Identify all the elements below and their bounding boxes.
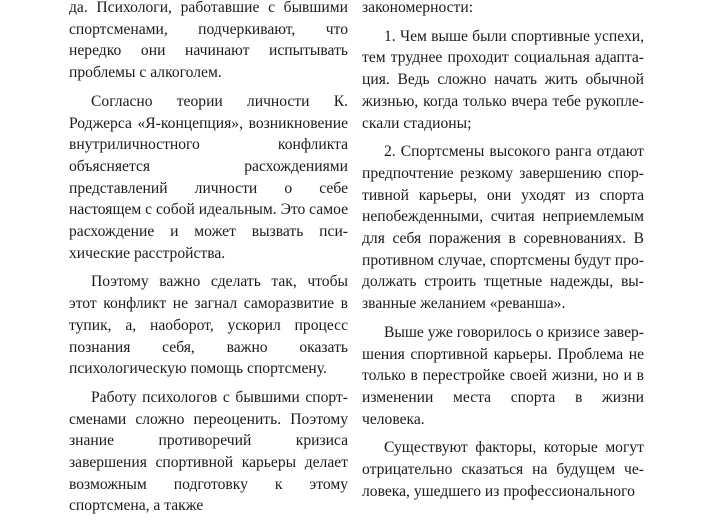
paragraph: Выше уже говорилось о кризисе завершения спортивной карьеры. Проблема не только в перестройке своей жизни, но и в изменении места спорта в жизни человека. (362, 323, 644, 428)
paragraph: Поэтому важно сделать так, чтобы этот конфликт не загнал саморазвитие в тупик, а, наоборот, ускорил процесс познания себя, важно оказать психологическую помощь спортсмену. (69, 273, 348, 378)
paragraph: Работу психологов с бывшими спортсменами сложно переоценить. Поэтому знание противоречий кризиса завершения спортивной карьеры делает возможным подготовку к этому спортсмена, а также (69, 388, 348, 515)
paragraph: закономерности: (362, 0, 474, 16)
paragraph: 1. Чем выше были спортивные успехи, тем труднее проходит социальная адаптация. Ведь сложно начать жить обычной жизнью, когда только вчера тебе рукоплескали стадионы; (362, 27, 644, 132)
left-text-column (69, 0, 348, 524)
right-text-column (362, 0, 644, 509)
paragraph: Согласно теории личности К. Роджерса «Я-концепция», возникновение внутриличностного конфликта объясняется расхождениями представлений личности о себе настоящем с собой идеальным. Это самое расхождение и может вызвать психические расстройства. (69, 92, 348, 262)
paragraph: Существуют факторы, которые могут отрицательно сказаться на будущем человека, ушедшего из профессионального (362, 439, 644, 500)
paragraph: 2. Спортсмены высокого ранга отдают предпочтение резкому завершению спортивной карьеры, они уходят из спорта непобежденными, считая неприемлемым для себя поражения в соревнованиях. В противном случае, спортсмены будут продолжать строить тщетные надежды, вызванные желанием «реванша». (362, 143, 644, 313)
paragraph: да. Психологи, работавшие с бывшими спортсменами, подчеркивают, что нередко они начинают испытывать проблемы с алкоголем. (69, 0, 348, 82)
